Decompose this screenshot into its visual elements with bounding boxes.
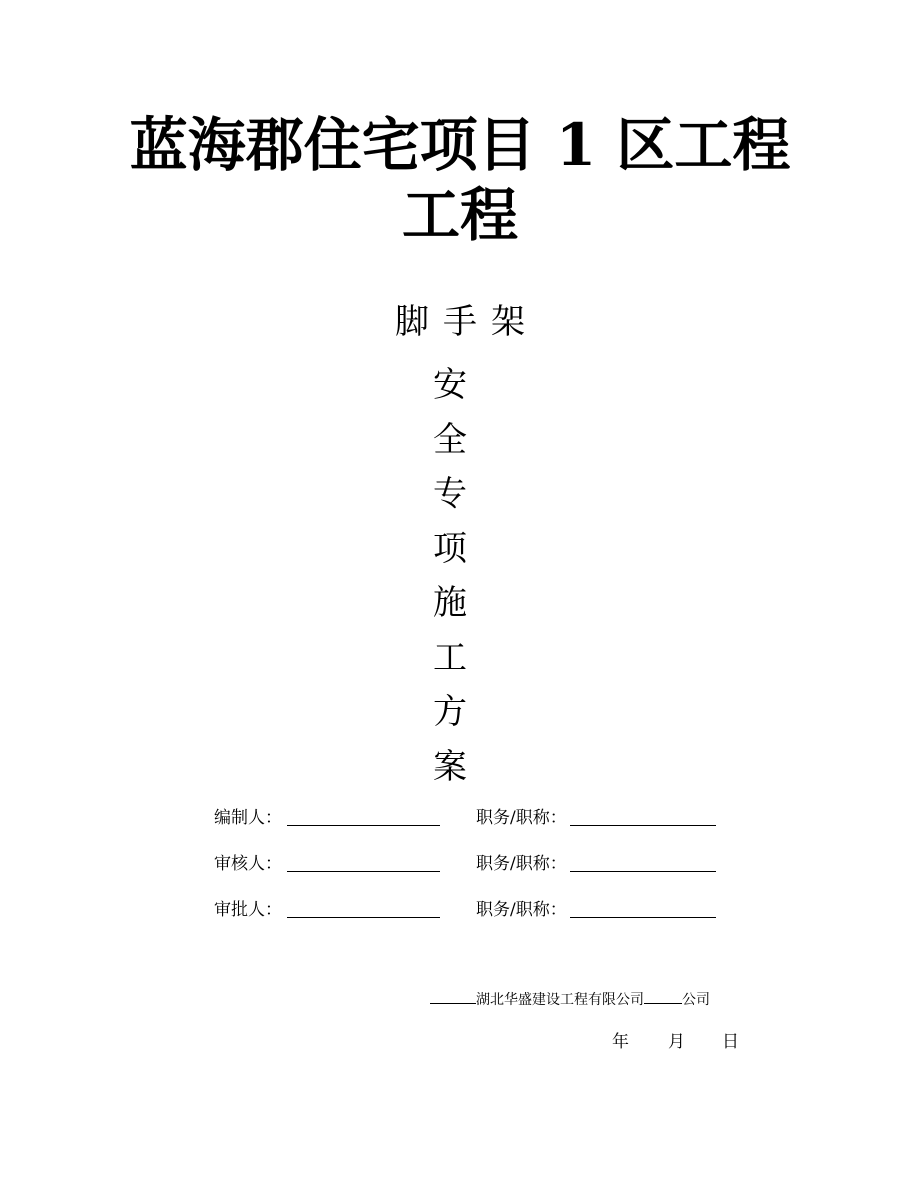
date-month-label: 月 (668, 1032, 685, 1052)
document-title-line-2: 工程 (401, 181, 518, 249)
vertical-char: 工 (433, 637, 467, 678)
compiler-role-label: 职务/职称： (476, 808, 567, 828)
reviewer-role-label: 职务/职称： (476, 854, 567, 874)
document-subtitle: 脚手架 (395, 302, 539, 342)
document-title-line-1: 蓝海郡住宅项目 1 区工程 (129, 111, 791, 179)
company-blank-line-left (430, 985, 476, 1004)
approver-role-line (570, 917, 716, 918)
approver-label: 审批人： (214, 900, 282, 920)
company-blank-line-right (644, 985, 682, 1004)
vertical-char: 施 (433, 583, 467, 623)
vertical-char: 案 (433, 746, 467, 787)
company-line (430, 985, 710, 1013)
company-suffix: 公司 (682, 992, 710, 1008)
vertical-char: 方 (433, 692, 467, 732)
vertical-plan-title (420, 358, 480, 794)
compiler-role-line (570, 825, 716, 826)
approver-role-label: 职务/职称： (476, 900, 567, 920)
reviewer-signature-line (287, 871, 440, 872)
reviewer-role-line (570, 871, 716, 872)
compiler-label: 编制人： (214, 808, 282, 828)
vertical-char: 全 (433, 419, 467, 460)
date-year-label: 年 (612, 1032, 629, 1052)
reviewer-label: 审核人： (214, 854, 282, 874)
date-day-label: 日 (722, 1032, 739, 1052)
compiler-signature-line (287, 825, 440, 826)
company-name: 湖北华盛建设工程有限公司 (476, 992, 644, 1008)
vertical-char: 安 (433, 365, 467, 405)
vertical-char: 项 (433, 528, 467, 569)
vertical-char: 专 (433, 474, 467, 514)
approver-signature-line (287, 917, 440, 918)
